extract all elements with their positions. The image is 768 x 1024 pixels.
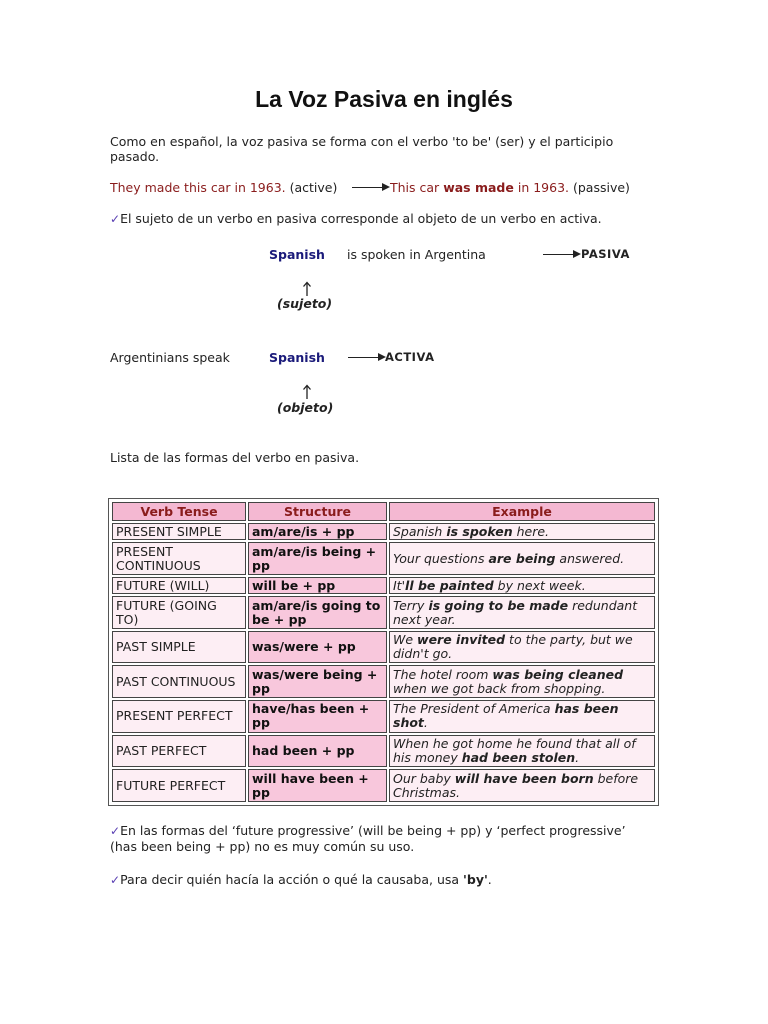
example-cell — [389, 523, 655, 540]
passive-start: This car — [390, 180, 440, 195]
structure-cell: was/were + pp — [248, 631, 387, 664]
structure-cell: will have been + pp — [248, 769, 387, 802]
passive-end: in 1963. — [517, 180, 569, 195]
example-text: before Christmas. — [393, 770, 639, 800]
example-passive-verb: is going to be made — [428, 597, 569, 613]
arrow-right-icon — [352, 187, 382, 188]
table-row — [112, 523, 655, 540]
example-text: It' — [393, 577, 406, 593]
active-sentence: They made this car in 1963. — [110, 180, 286, 195]
active-object: Spanish — [269, 350, 325, 365]
example-text: Terry — [393, 597, 429, 613]
example-passive-verb: ll be painted — [405, 577, 494, 593]
intro-line-1: Como en español, la voz pasiva se forma con el verbo 'to be' (ser) y el participio — [110, 134, 614, 149]
note-2 — [110, 872, 492, 888]
active-label: (active) — [289, 180, 338, 195]
arrow-up-icon — [302, 281, 312, 296]
structure-cell: am/are/is + pp — [248, 523, 387, 540]
example-passive-verb: had been stolen — [461, 750, 576, 765]
active-start: Argentinians speak — [110, 350, 230, 365]
table-row — [112, 596, 655, 629]
tense-cell: FUTURE (WILL) — [112, 577, 246, 594]
note-2-end: . — [487, 872, 492, 887]
example-text: Spanish — [393, 523, 447, 539]
tense-cell: PAST SIMPLE — [112, 631, 246, 664]
example-cell — [389, 769, 655, 802]
note-1-line-2: (has been being + pp) no es muy común su uso. — [110, 839, 415, 854]
tense-cell: PRESENT PERFECT — [112, 700, 246, 733]
example-passive-verb: are being — [488, 550, 556, 566]
header-structure: Structure — [248, 502, 387, 521]
example-text: redundant next year. — [393, 597, 638, 627]
example-text: . — [575, 750, 580, 765]
example-line — [110, 180, 337, 195]
table-row — [112, 769, 655, 802]
example-cell — [389, 735, 655, 768]
example-text: by next week. — [493, 577, 586, 593]
note-2-bold: 'by' — [463, 872, 488, 887]
check-icon: ✓ — [110, 873, 121, 887]
example-text: to the party, but we didn't go. — [393, 632, 633, 662]
table-row — [112, 700, 655, 733]
table-header-row — [112, 502, 655, 521]
structure-cell: was/were being + pp — [248, 665, 387, 698]
tense-cell: PRESENT CONTINUOUS — [112, 542, 246, 575]
active-tag: ACTIVA — [385, 350, 435, 364]
passive-verb: was made — [443, 180, 514, 195]
table-row — [112, 542, 655, 575]
tense-cell: PAST PERFECT — [112, 735, 246, 768]
example-cell — [389, 577, 655, 594]
example-text: when we got back from shopping. — [393, 680, 606, 696]
passive-tag: PASIVA — [581, 247, 630, 261]
check-icon: ✓ — [110, 824, 121, 838]
table-row — [112, 665, 655, 698]
header-example: Example — [389, 502, 655, 521]
header-verb-tense: Verb Tense — [112, 502, 246, 521]
example-passive-verb: is spoken — [446, 523, 513, 539]
example-cell — [389, 665, 655, 698]
table-row — [112, 577, 655, 594]
example-passive-verb: will have been born — [454, 770, 594, 786]
arrow-right-icon — [382, 183, 390, 191]
example-text: When he got home he found that all of his money — [393, 736, 636, 765]
example-text: . — [423, 715, 428, 731]
rule-1-text: El sujeto de un verbo en pasiva corresponde al objeto de un verbo en activa. — [120, 211, 602, 226]
example-cell — [389, 542, 655, 575]
tense-cell: PRESENT SIMPLE — [112, 523, 246, 540]
check-icon: ✓ — [110, 212, 121, 226]
intro-paragraph — [110, 134, 613, 164]
subject-label: (sujeto) — [277, 296, 333, 311]
note-1 — [110, 823, 626, 854]
example-passive-verb: was being cleaned — [492, 666, 624, 682]
example-text: The hotel room — [393, 666, 493, 682]
table-row — [112, 735, 655, 768]
example-cell — [389, 631, 655, 664]
example-text: Our baby — [393, 770, 455, 786]
structure-cell: will be + pp — [248, 577, 387, 594]
example-text: here. — [512, 523, 550, 539]
verb-forms-table — [110, 500, 657, 804]
example-cell — [389, 700, 655, 733]
note-2-start: Para decir quién hacía la acción o qué la causaba, usa — [120, 872, 464, 887]
arrow-right-icon — [543, 254, 573, 255]
passive-subject: Spanish — [269, 247, 325, 262]
structure-cell: have/has been + pp — [248, 700, 387, 733]
example-text: answered. — [555, 550, 625, 566]
passive-label: (passive) — [572, 180, 630, 195]
arrow-right-icon — [573, 250, 581, 258]
object-label: (objeto) — [277, 400, 334, 415]
structure-cell: had been + pp — [248, 735, 387, 768]
example-cell — [389, 596, 655, 629]
tense-cell: FUTURE PERFECT — [112, 769, 246, 802]
structure-cell: am/are/is going to be + pp — [248, 596, 387, 629]
table-row — [112, 631, 655, 664]
page-title: La Voz Pasiva en inglés — [255, 86, 513, 112]
arrow-right-icon — [348, 357, 378, 358]
example-passive-verb: were invited — [417, 632, 506, 648]
example-text: We — [393, 632, 418, 648]
list-intro: Lista de las formas del verbo en pasiva. — [110, 450, 360, 465]
intro-line-2: pasado. — [110, 149, 160, 164]
passive-rest: is spoken in Argentina — [347, 247, 486, 262]
arrow-up-icon — [302, 384, 312, 399]
example-text: The President of America — [393, 701, 555, 717]
passive-example — [390, 180, 630, 195]
verb-forms-table-frame — [108, 498, 659, 806]
note-1-line-1: En las formas del ‘future progressive’ (will be being + pp) y ‘perfect progressive’ — [120, 823, 626, 838]
structure-cell: am/are/is being + pp — [248, 542, 387, 575]
rule-1 — [110, 211, 602, 227]
example-passive-verb: has been shot — [393, 701, 619, 731]
example-text: Your questions — [393, 550, 489, 566]
tense-cell: PAST CONTINUOUS — [112, 665, 246, 698]
tense-cell: FUTURE (GOING TO) — [112, 596, 246, 629]
